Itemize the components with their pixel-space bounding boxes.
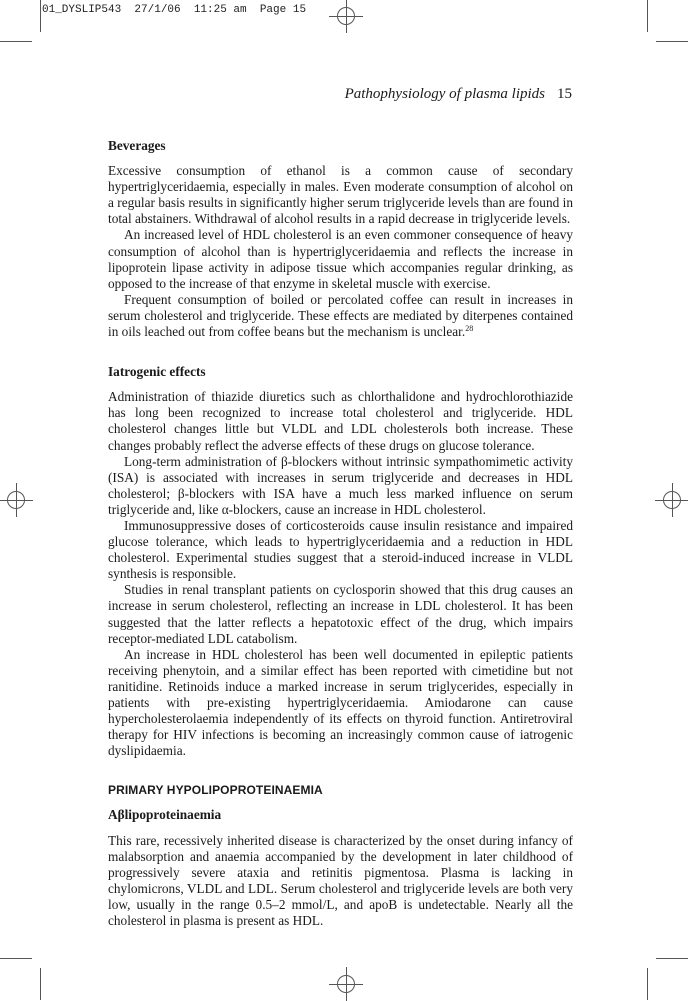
registration-mark-bottom <box>329 967 363 1001</box>
crop-mark <box>0 958 32 959</box>
crop-mark <box>40 968 41 1000</box>
running-head-title: Pathophysiology of plasma lipids <box>344 86 545 102</box>
crop-mark <box>656 41 688 42</box>
paragraph: Long-term administration of β-blockers without intrinsic sympathomimetic activity (ISA) is associated with increases in serum triglyceride and decreases in HDL cholesterol; β-blockers with ISA have a much less marked influence on serum triglyceride and, like α-blockers, cause an increase in HDL cholesterol. <box>108 453 573 517</box>
reference-superscript: 28 <box>465 324 474 334</box>
paragraph: An increase in HDL cholesterol has been well documented in epileptic patients receiving phenytoin, and a similar effect has been reported with cimetidine but not ranitidine. Retinoids induce a marked increase in serum triglycerides, especially in patients with pre-existing hypertriglyceridaemia. Amiodarone can cause hypercholesterolaemia independently of its effects on thyroid function. Antiretroviral therapy for HIV infections is becoming an increasingly common cause of iatrogenic dyslipidaemia. <box>108 646 573 759</box>
registration-mark-top <box>329 0 363 33</box>
paragraph: Studies in renal transplant patients on cyclosporin showed that this drug causes an increase in serum cholesterol, reflecting an increase in LDL cholesterol. It has been suggested that the latter reflects a hepatotoxic effect of the drug, which impairs receptor-mediated LDL catabolism. <box>108 582 573 646</box>
page-number: 15 <box>557 86 572 102</box>
crop-mark <box>40 0 41 32</box>
crop-mark <box>0 41 32 42</box>
paragraph: Immunosuppressive doses of corticosteroids cause insulin resistance and impaired glucose tolerance, which leads to hypertriglyceridaemia and a reduction in HDL cholesterol. Experimental studies suggest that a steroid-induced increase in VLDL synthesis is responsible. <box>108 517 573 582</box>
paragraph: Excessive consumption of ethanol is a common cause of secondary hypertriglyceridaemia, especially in males. Even moderate consumption of alcohol on a regular basis results in significantly higher serum triglyceride levels than are found in total abstainers. Withdrawal of alcohol results in a rapid decrease in triglyceride levels. <box>108 163 573 227</box>
registration-mark-right <box>655 483 688 517</box>
paragraph: Administration of thiazide diuretics such as chlorthalidone and hydrochlorothiazide has long been recognized to increase total cholesterol and triglyceride. HDL cholesterol changes little but VLDL and LDL cholesterols both increase. These changes probably reflect the adverse effects of these drugs on glucose tolerance. <box>108 389 573 453</box>
crop-mark <box>656 958 688 959</box>
crop-mark <box>647 0 648 32</box>
printer-slug: 01_DYSLIP543 27/1/06 11:25 am Page 15 <box>42 4 307 16</box>
page-body <box>108 138 573 929</box>
heading-iatrogenic-effects: Iatrogenic effects <box>108 364 206 380</box>
paragraph: An increased level of HDL cholesterol is an even commoner consequence of heavy consumption of alcohol than is hypertriglyceridaemia and reflects the increase in lipoprotein lipase activity in adipose tissue which accompanies regular drinking, as opposed to the increase of that enzyme in skeletal muscle with exercise. <box>108 227 573 291</box>
heading-abetalipoproteinaemia: Aβlipoproteinaemia <box>108 807 222 823</box>
paragraph: This rare, recessively inherited disease is characterized by the onset during infancy of malabsorption and anaemia accompanied by the development in later childhood of progressively severe ataxia and retinitis pigmentosa. Plasma is lacking in chylomicrons, VLDL and LDL. Serum cholesterol and triglyceride levels are both very low, usually in the range 0.5–2 mmol/L, and apoB is undetectable. Nearly all the cholesterol in plasma is present as HDL. <box>108 832 573 929</box>
crop-mark <box>647 968 648 1000</box>
paragraph-text: Frequent consumption of boiled or percolated coffee can result in increases in serum cholesterol and triglyceride. These effects are mediated by diterpenes contained in oils leached out from coffee beans but the mechanism is unclear. <box>108 291 573 340</box>
heading-beverages: Beverages <box>108 138 166 153</box>
registration-mark-left <box>0 483 33 517</box>
paragraph <box>108 292 573 340</box>
running-head <box>345 86 572 103</box>
section-heading-primary-hypolipoproteinaemia: PRIMARY HYPOLIPOPROTEINAEMIA <box>108 783 323 798</box>
